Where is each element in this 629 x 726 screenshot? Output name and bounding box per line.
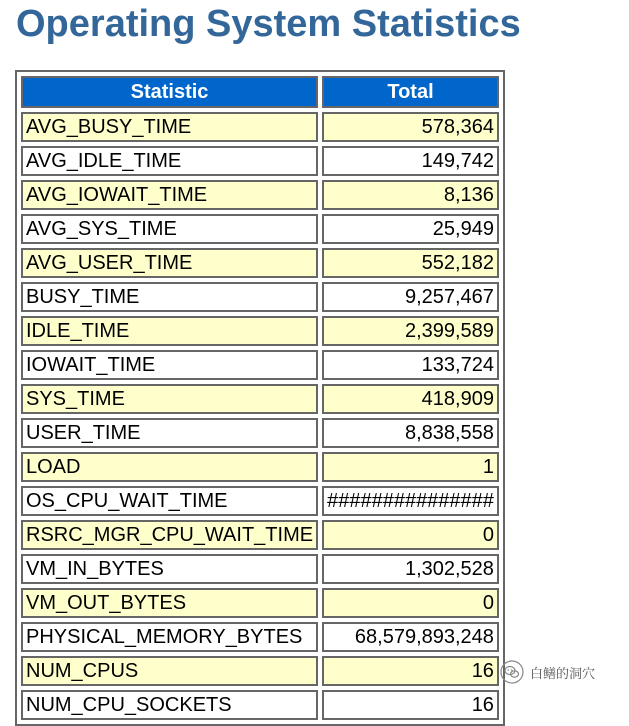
table-row (21, 656, 499, 686)
table-header-row (21, 76, 499, 108)
table-row (21, 112, 499, 142)
table-row (21, 384, 499, 414)
stat-name: NUM_CPU_SOCKETS (21, 690, 318, 720)
stat-name: SYS_TIME (21, 384, 318, 414)
stat-total: 149,742 (322, 146, 499, 176)
table-row (21, 452, 499, 482)
table-row (21, 554, 499, 584)
stat-name: AVG_USER_TIME (21, 248, 318, 278)
stat-name: PHYSICAL_MEMORY_BYTES (21, 622, 318, 652)
stats-table-container (15, 70, 505, 726)
stat-total: 578,364 (322, 112, 499, 142)
stat-total: 8,136 (322, 180, 499, 210)
table-row (21, 588, 499, 618)
stat-name: LOAD (21, 452, 318, 482)
stat-name: IDLE_TIME (21, 316, 318, 346)
stat-total: 8,838,558 (322, 418, 499, 448)
table-row (21, 180, 499, 210)
stat-total: 552,182 (322, 248, 499, 278)
stat-name: BUSY_TIME (21, 282, 318, 312)
stat-total: 0 (322, 588, 499, 618)
stat-total: 16 (322, 690, 499, 720)
stat-name: VM_IN_BYTES (21, 554, 318, 584)
table-row (21, 146, 499, 176)
stat-name: AVG_BUSY_TIME (21, 112, 318, 142)
stat-name: IOWAIT_TIME (21, 350, 318, 380)
table-row (21, 520, 499, 550)
table-row (21, 214, 499, 244)
stat-total: 2,399,589 (322, 316, 499, 346)
header-total: Total (322, 76, 499, 108)
wechat-icon (500, 660, 524, 684)
stat-name: VM_OUT_BYTES (21, 588, 318, 618)
stat-name: AVG_SYS_TIME (21, 214, 318, 244)
stats-table (15, 70, 505, 726)
stat-total: 16 (322, 656, 499, 686)
stat-total: 1 (322, 452, 499, 482)
table-row (21, 282, 499, 312)
stat-total: ############### (322, 486, 499, 516)
stat-name: AVG_IDLE_TIME (21, 146, 318, 176)
stat-total: 68,579,893,248 (322, 622, 499, 652)
watermark (500, 660, 595, 684)
table-row (21, 622, 499, 652)
header-statistic: Statistic (21, 76, 318, 108)
stat-name: NUM_CPUS (21, 656, 318, 686)
stat-total: 25,949 (322, 214, 499, 244)
stat-total: 133,724 (322, 350, 499, 380)
table-row (21, 350, 499, 380)
table-row (21, 486, 499, 516)
stat-name: USER_TIME (21, 418, 318, 448)
watermark-text: 白鳝的洞穴 (530, 666, 596, 682)
table-row (21, 690, 499, 720)
stat-total: 9,257,467 (322, 282, 499, 312)
stat-name: RSRC_MGR_CPU_WAIT_TIME (21, 520, 318, 550)
stat-name: OS_CPU_WAIT_TIME (21, 486, 318, 516)
table-row (21, 316, 499, 346)
page-title: Operating System Statistics (16, 3, 521, 45)
table-row (21, 418, 499, 448)
stat-total: 1,302,528 (322, 554, 499, 584)
table-row (21, 248, 499, 278)
stat-total: 418,909 (322, 384, 499, 414)
stat-total: 0 (322, 520, 499, 550)
stat-name: AVG_IOWAIT_TIME (21, 180, 318, 210)
